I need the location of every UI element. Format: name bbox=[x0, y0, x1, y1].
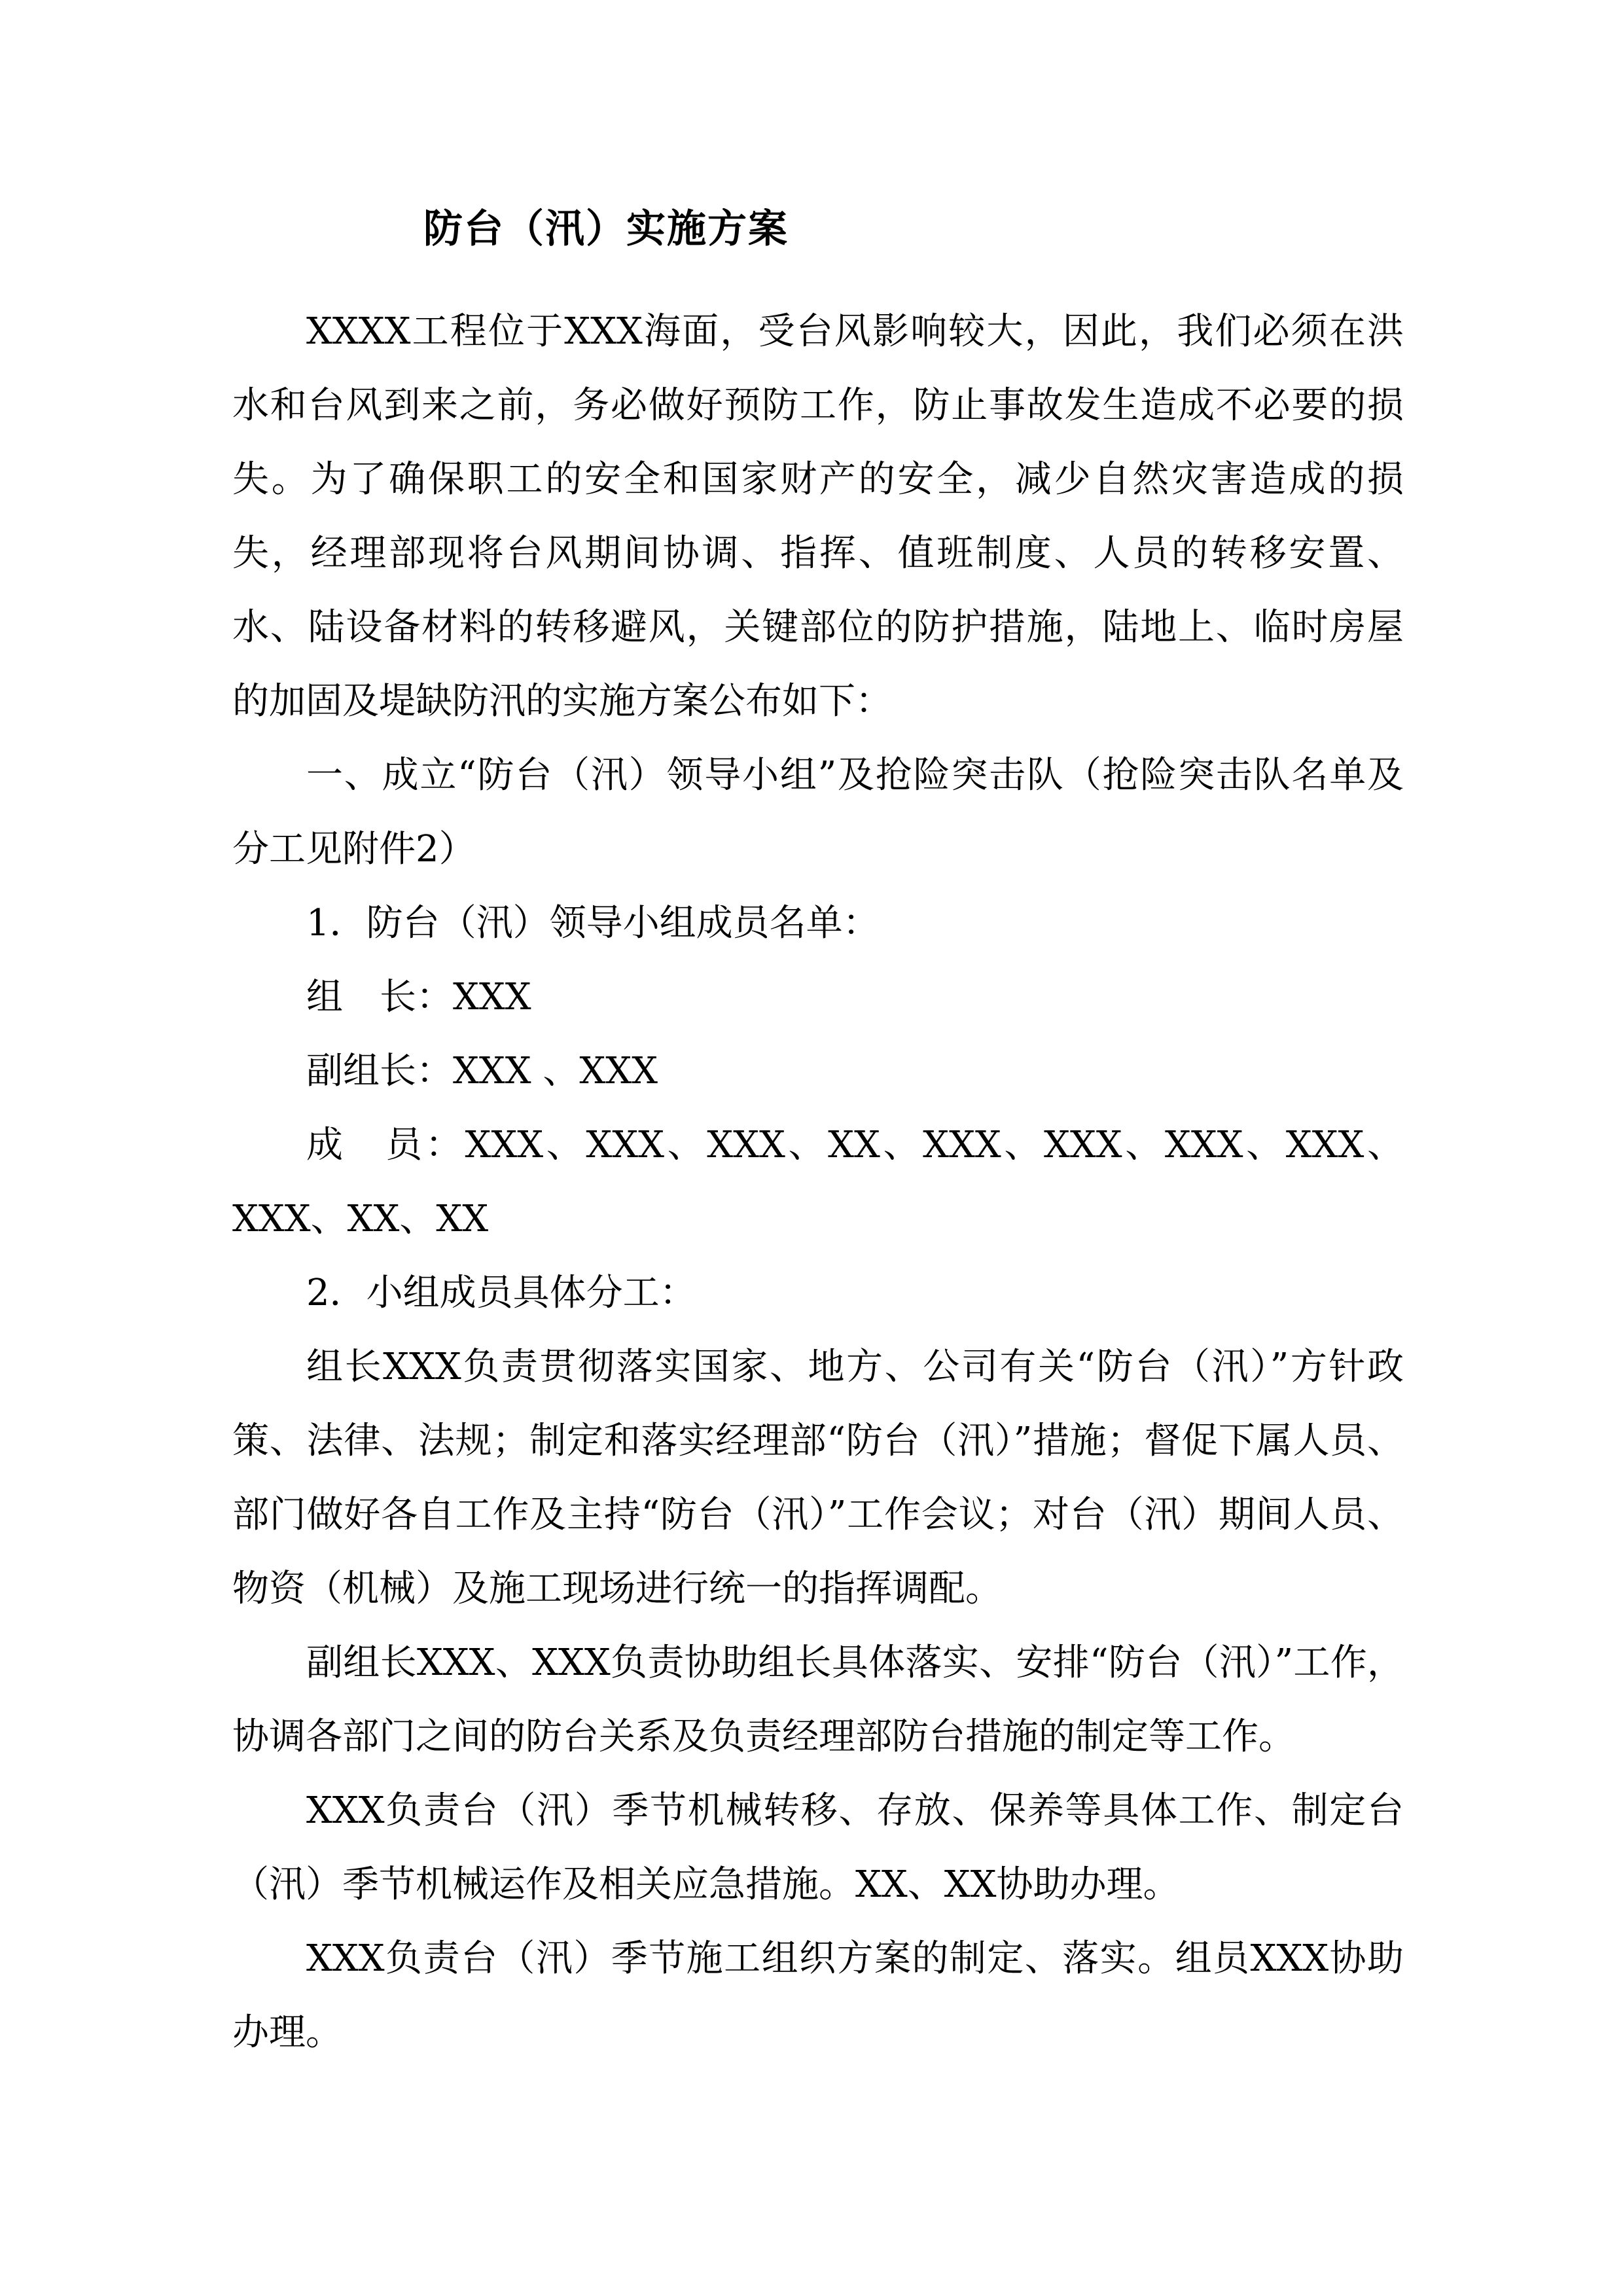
leader-duty-paragraph: 组长XXX负责贯彻落实国家、地方、公司有关“防台（汛）”方针政策、法律、法规；制定和落实经理部“防台（汛）”措施；督促下属人员、部门做好各自工作及主持“防台（汛）”工作会议；对台（汛）期间人员、物资（机械）及施工现场进行统一的指挥调配。 bbox=[232, 1346, 1404, 1610]
division-heading: 2．小组成员具体分工： bbox=[306, 1272, 696, 1314]
machinery-duty-paragraph: XXX负责台（汛）季节机械转移、存放、保养等具体工作、制定台（汛）季节机械运作及相关应急措施。XX、XX协助办理。 bbox=[232, 1789, 1404, 1906]
section-one-heading: 一、成立“防台（汛）领导小组”及抢险突击队（抢险突击队名单及分工见附件2） bbox=[232, 754, 1404, 870]
intro-paragraph: XXXX工程位于XXX海面，受台风影响较大，因此，我们必须在洪水和台风到来之前，务必做好预防工作，防止事故发生造成不必要的损失。为了确保职工的安全和国家财产的安全，减少自然灾害造成的损失，经理部现将台风期间协调、指挥、值班制度、人员的转移安置、水、陆设备材料的转移避风，关键部位的防护措施，陆地上、临时房屋的加固及堤缺防汛的实施方案公布如下： bbox=[232, 310, 1404, 723]
deputy-duty-paragraph: 副组长XXX、XXX负责协助组长具体落实、安排“防台（汛）”工作，协调各部门之间的防台关系及负责经理部防台措施的制定等工作。 bbox=[232, 1641, 1404, 1758]
document-title: 防台（汛）实施方案 bbox=[423, 206, 789, 252]
member-list-heading: 1．防台（汛）领导小组成员名单： bbox=[306, 902, 880, 944]
leader-line: 组 长：XXX bbox=[306, 976, 531, 1018]
members-line: 成 员：XXX、XXX、XXX、XX、XXX、XXX、XXX、XXX、XXX、XX、XX bbox=[232, 1124, 1404, 1240]
construction-duty-paragraph: XXX负责台（汛）季节施工组织方案的制定、落实。组员XXX协助办理。 bbox=[232, 1937, 1404, 2054]
document-body bbox=[232, 190, 1404, 2070]
deputy-leader-line: 副组长：XXX 、XXX bbox=[306, 1050, 658, 1092]
